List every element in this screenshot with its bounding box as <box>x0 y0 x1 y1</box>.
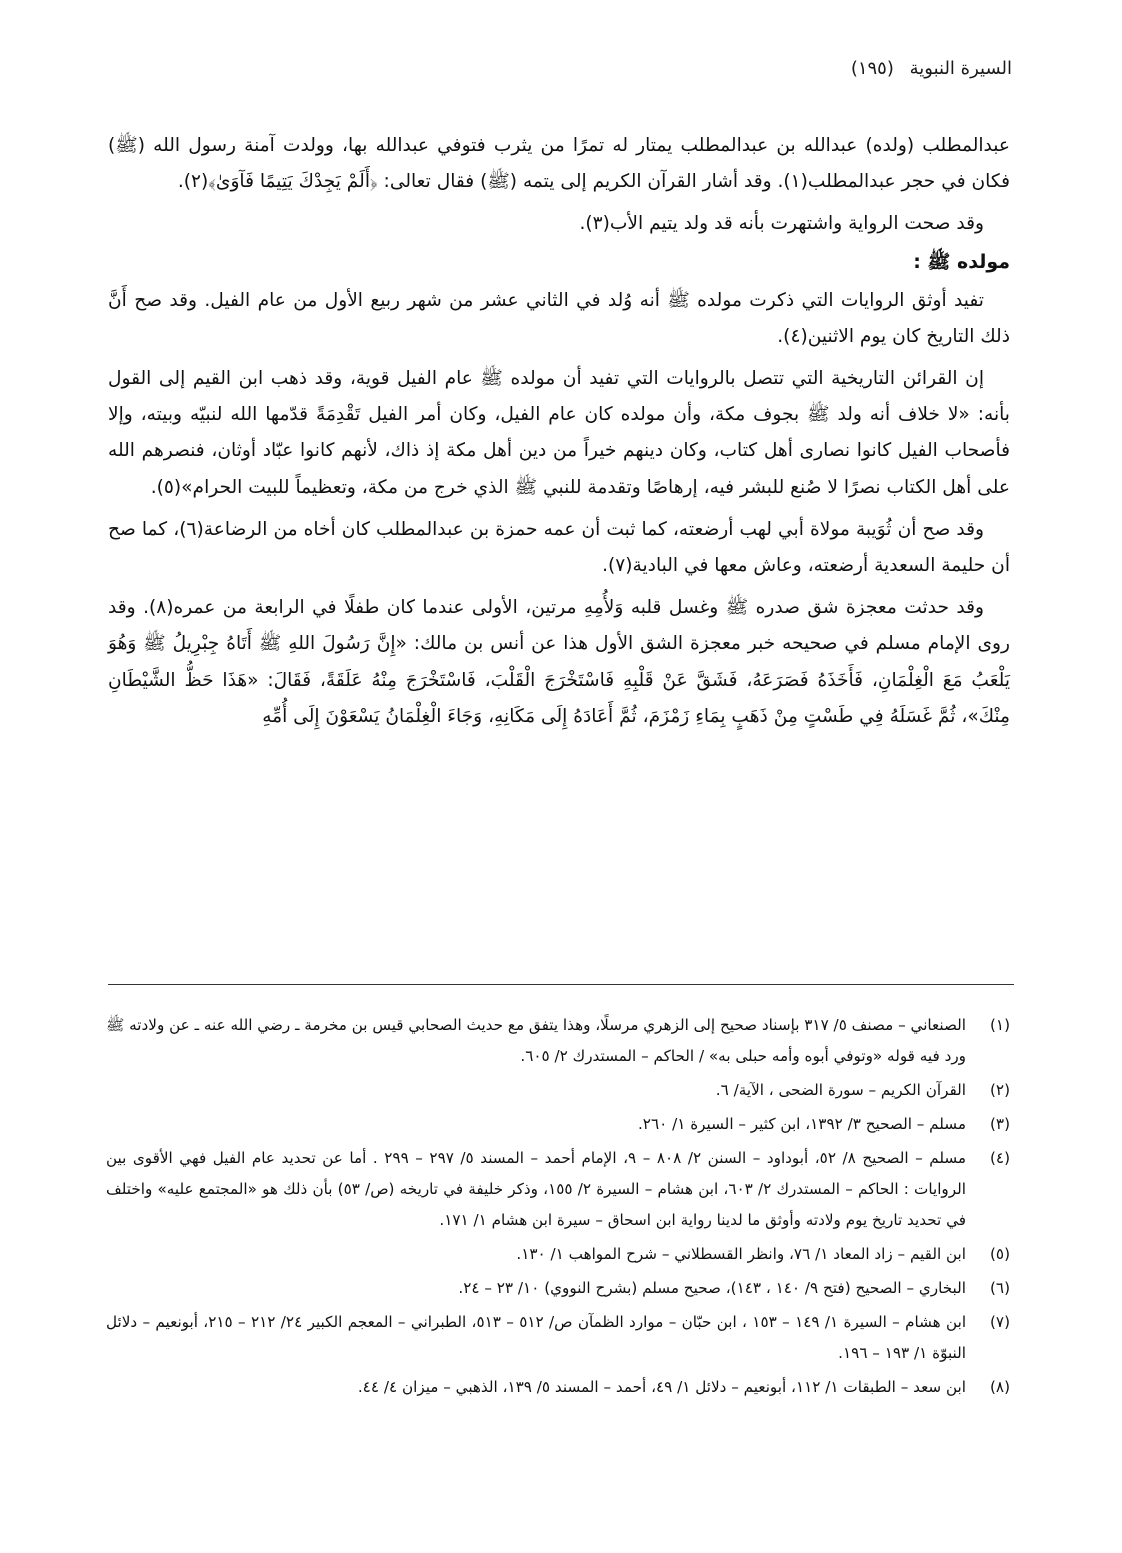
footnote-number: (٨) <box>989 1378 1010 1396</box>
section-heading-birth: مولده ﷺ : <box>913 250 1010 273</box>
running-header <box>851 58 1012 79</box>
footnote-8 <box>106 1372 1010 1403</box>
footnote-number: (٦) <box>989 1279 1010 1297</box>
footnote-divider <box>108 984 1014 985</box>
footnote-number: (٧) <box>989 1313 1010 1331</box>
footnote-text: الصنعاني – مصنف ٥/ ٣١٧ بإسناد صحيح إلى الزهري مرسلًا، وهذا يتفق مع حديث الصحابي قيس بن مخرمة ـ رضي الله عنه ـ عن ولادته ﷺ ورد فيه قوله «وتوفي أبوه وأمه حبلى به» / الحاكم – المستدرك ٢/ ٦٠٥. <box>105 1016 966 1065</box>
footnote-number: (٢) <box>989 1081 1010 1099</box>
paragraph-5: وقد صح أن ثُوَيبة مولاة أبي لهب أرضعته، كما ثبت أن عمه حمزة بن عبدالمطلب كان أخاه من الرضاعة(٦)، كما صح أن حليمة السعدية أرضعته، وعاش معها في البادية(٧). <box>108 518 1010 577</box>
footnote-number: (٣) <box>989 1115 1010 1133</box>
footnote-6 <box>106 1273 1010 1304</box>
footnote-text: ابن هشام – السيرة ١/ ١٤٩ – ١٥٣ ، ابن حبّان – موارد الظمآن ص/ ٥١٢ – ٥١٣، الطبراني – المعجم الكبير ٢٤/ ٢١٢ – ٢١٥، أبونعيم – دلائل النبوّة ١/ ١٩٣ – ١٩٦. <box>106 1313 967 1362</box>
footnotes <box>106 1010 1010 1406</box>
footnote-text: مسلم – الصحيح ٣/ ١٣٩٢، ابن كثير – السيرة ١/ ٢٦٠. <box>637 1115 966 1133</box>
paragraph-3: تفيد أوثق الروايات التي ذكرت مولده ﷺ أنه وُلد في الثاني عشر من شهر ربيع الأول من عام الفيل. وقد صح أَنَّ ذلك التاريخ كان يوم الاثنين(٤). <box>108 289 1010 347</box>
footnote-5 <box>106 1239 1010 1270</box>
footnote-text: البخاري – الصحيح (فتح ٩/ ١٤٠ ، ١٤٣)، صحيح مسلم (بشرح النووي) ١٠/ ٢٣ – ٢٤. <box>458 1279 966 1297</box>
header-title: السيرة النبوية <box>909 58 1012 79</box>
footnote-1 <box>106 1010 1010 1072</box>
footnote-text: ابن القيم – زاد المعاد ١/ ٧٦، وانظر القسطلاني – شرح المواهب ١/ ١٣٠. <box>516 1245 966 1263</box>
footnote-number: (٥) <box>989 1245 1010 1263</box>
paragraph-2: وقد صحت الرواية واشتهرت بأنه قد ولد يتيم الأب(٣). <box>579 213 984 235</box>
footnote-3 <box>106 1109 1010 1140</box>
main-text <box>108 128 1010 735</box>
paragraph-6: وقد حدثت معجزة شق صدره ﷺ وغسل قلبه وَلأُمِهِ مرتين، الأولى عندما كان طفلًا في الرابعة من عمره(٨). وقد روى الإمام مسلم في صحيحه خبر معجزة الشق الأول هذا عن أنس بن مالك: «إِنَّ رَسُولَ اللهِ ﷺ أَتَاهُ جِبْرِيلُ ﷺ وَهُوَ يَلْعَبُ مَعَ الْغِلْمَانِ، فَأَخَذَهُ فَصَرَعَهُ، فَشَقَّ عَنْ قَلْبِهِ فَاسْتَخْرَجَ الْقَلْبَ، فَاسْتَخْرَجَ مِنْهُ عَلَقَةً، فَقَالَ: «هَذَا حَظُّ الشَّيْطَانِ مِنْكَ»، ثُمَّ غَسَلَهُ فِي طَسْتٍ مِنْ ذَهَبٍ بِمَاءِ زَمْزَمَ، ثُمَّ أَعَادَهُ إِلَى مَكَانِهِ، وَجَاءَ الْغِلْمَانُ يَسْعَوْنَ إِلَى أُمِّهِ <box>108 597 1010 727</box>
footnote-2 <box>106 1075 1010 1106</box>
footnote-7 <box>106 1307 1010 1369</box>
footnote-text: القرآن الكريم – سورة الضحى ، الآية/ ٦. <box>715 1081 966 1099</box>
footnote-text: ابن سعد – الطبقات ١/ ١١٢، أبونعيم – دلائل ١/ ٤٩، أحمد – المسند ٥/ ١٣٩، الذهبي – ميزان ٤/ ٤٤. <box>357 1378 966 1396</box>
footnote-number: (١) <box>989 1016 1010 1034</box>
footnote-number: (٤) <box>989 1149 1010 1167</box>
page-number: (١٩٥) <box>850 58 894 79</box>
paragraph-1: عبدالمطلب (ولده) عبدالله بن عبدالمطلب يمتار له تمرًا من يثرب فتوفي عبدالله بها، وولدت آمنة رسول الله (ﷺ) فكان في حجر عبدالمطلب(١). وقد أشار القرآن الكريم إلى يتمه (ﷺ) فقال تعالى: ﴿أَلَمْ يَجِدْكَ يَتِيمًا فَآوَىٰ﴾(٢). <box>108 135 1010 193</box>
footnote-text: مسلم – الصحيح ٨/ ٥٢، أبوداود – السنن ٢/ ٨٠٨ – ٩، الإمام أحمد – المسند ٥/ ٢٩٧ – ٢٩٩ . أما عن تحديد عام الفيل فهي الأقوى بين الروايات : الحاكم – المستدرك ٢/ ٦٠٣، ابن هشام – السيرة ٢/ ١٥٥، وذكر خليفة في تاريخه (ص/ ٥٣) بأن ذلك هو «المجتمع عليه» واختلف في تحديد تاريخ يوم ولادته وأوثق ما لدينا رواية ابن اسحاق – سيرة ابن هشام ١/ ١٧١. <box>106 1149 967 1229</box>
paragraph-4: إن القرائن التاريخية التي تتصل بالروايات التي تفيد أن مولده ﷺ عام الفيل قوية، وقد ذهب ابن القيم إلى القول بأنه: «لا خلاف أنه ولد ﷺ بجوف مكة، وأن مولده كان عام الفيل، وكان أمر الفيل تَقْدِمَةً قدّمها الله لنبيّه وبيته، وإلا فأصحاب الفيل كانوا نصارى أهل كتاب، وكان دينهم خيراً من دين أهل مكة إذ ذاك، لأنهم كانوا عبّاد أوثان، فنصرهم الله على أهل الكتاب نصرًا لا صُنع للبشر فيه، إرهاصًا وتقدمة للنبي ﷺ الذي خرج من مكة، وتعظيماً للبيت الحرام»(٥). <box>108 368 1010 498</box>
footnote-4 <box>106 1143 1010 1236</box>
